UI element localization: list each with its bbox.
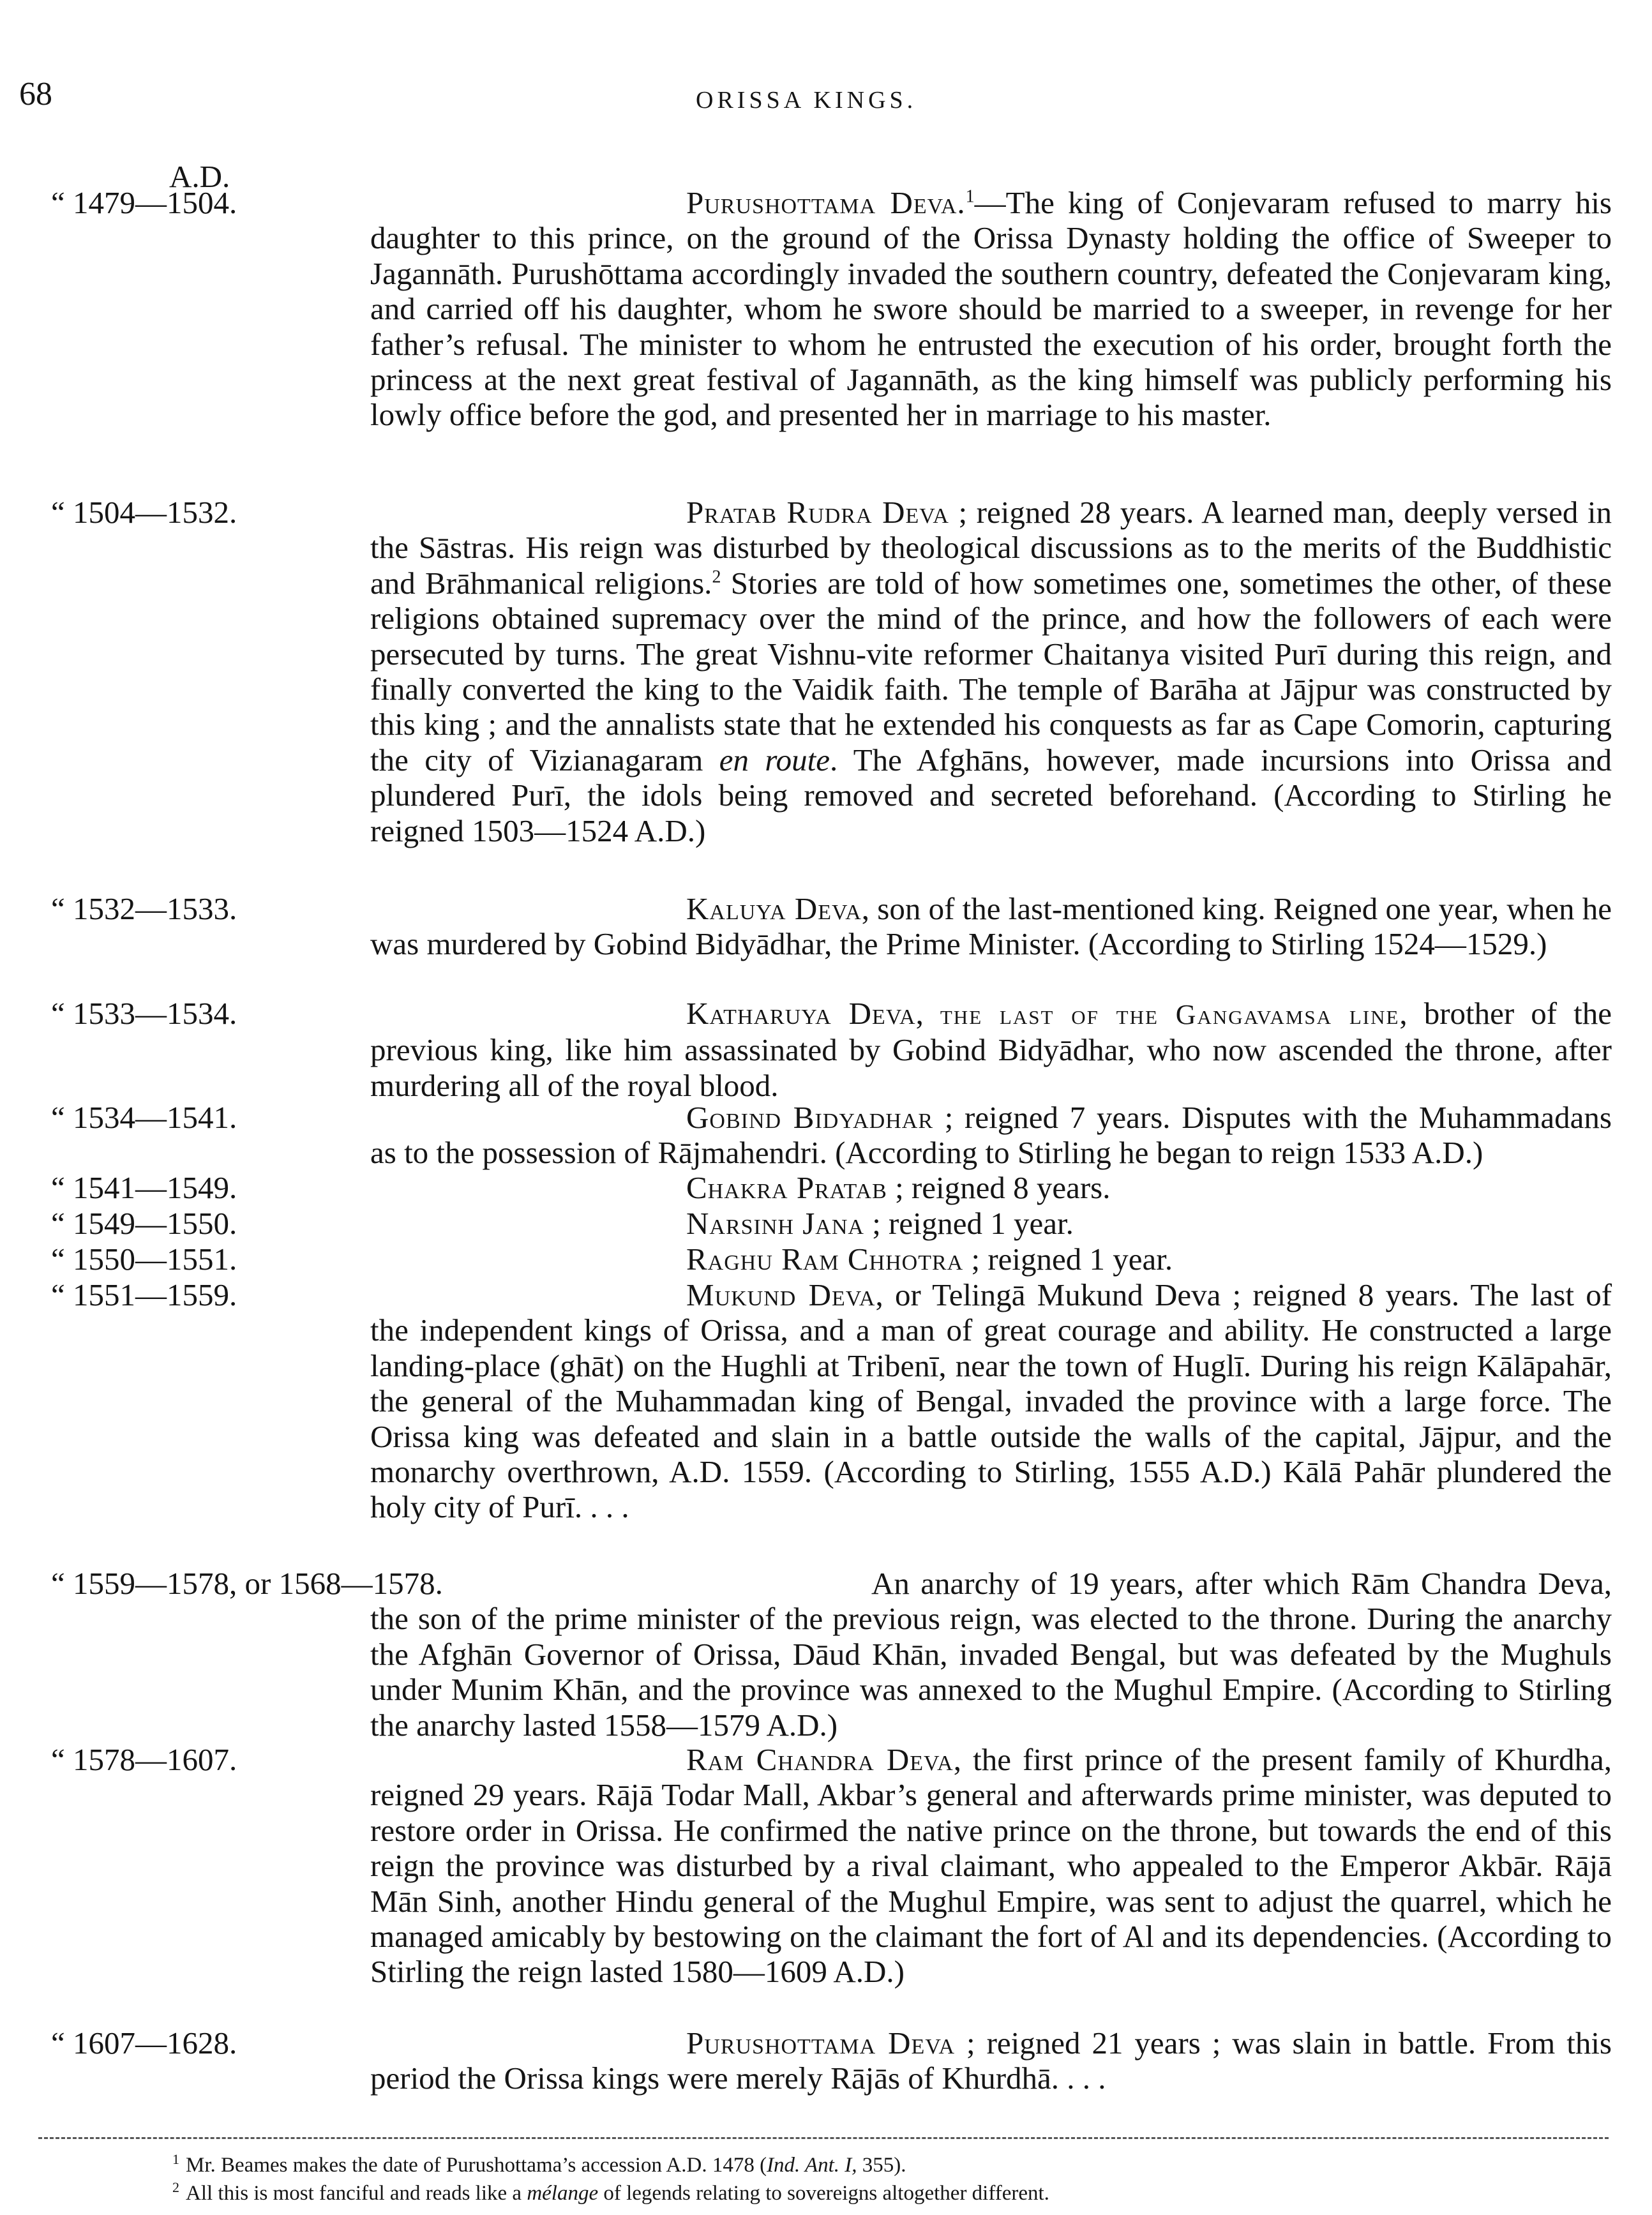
- chronology-entry: [51, 1566, 1612, 1743]
- entry-text: . The Afghāns, however, made incursions into Orissa and plundered Purī, the idols being removed and secreted beforehand. (According to Stirling he reigned 1503—1524 A.D.): [370, 742, 1612, 848]
- footnote-text: of legends relating to sovereigns altogether different.: [598, 2182, 1049, 2205]
- king-name: Gobind Bidyadhar: [686, 1100, 933, 1135]
- king-name: Kaluya Deva: [686, 891, 862, 926]
- footnote-text: 355).: [857, 2154, 906, 2177]
- entry-text: Stories are told of how sometimes one, sometimes the other, of these religions obtained supremacy over the mind of the prince, and how the followers of each were persecuted by turns. The great Vishnu-vite reformer Chaitanya visited Purī during this reign, and finally converted the king to the Vaidik faith. The temple of Barāha at Jājpur was constructed by this king ; and the annalists state that he extended his conquests as far as Cape Comorin, capturing the city of Vizianagaram: [370, 565, 1612, 777]
- entry-text: ; reigned 28 years. A learned man, deeply versed in the Sāstras. His reign was disturbed by theological discussions as to the merits of the Buddhistic and Brāhmanical religions.: [370, 495, 1612, 601]
- entry-date: “ 1559—1578, or 1568—1578.: [51, 1566, 443, 1601]
- chronology-entry: [51, 1242, 1612, 1277]
- footnote-mark: 2: [172, 2179, 179, 2195]
- chronology-entry: [51, 1742, 1612, 1990]
- page-number: 68: [19, 76, 52, 112]
- footnote-text: Mr. Beames makes the date of Purushottama’s accession A.D. 1478 (: [186, 2154, 767, 2177]
- king-name: Pratab Rudra Deva: [686, 495, 949, 530]
- entry-text: , brother of the previous king, like him assassinated by Gobind Bidyādhar, who now ascended the throne, after murdering all of the royal blood.: [370, 996, 1612, 1103]
- entry-text: ; reigned 21 years ; was slain in battle. From this period the Orissa kings were merely Rājās of Khurdhā. . . .: [370, 2025, 1612, 2096]
- king-name: Katharuya Deva: [686, 996, 916, 1031]
- chronology-entry: [51, 1170, 1612, 1205]
- entry-text: , the first prince of the present family of Khurdha, reigned 29 years. Rājā Todar Mall, Akbar’s general and afterwards prime minister, was deputed to restore order in Orissa. He confirmed the native prince on the throne, but towards the end of this reign the province was disturbed by a rival claimant, who appealed to the Emperor Akbār. Rājā Mān Sinh, another Hindu general of the Mughul Empire, was sent to adjust the quarrel, which he managed amicably by bestowing on the claimant the fort of Al and its dependencies. (According to Stirling the reign lasted 1580—1609 A.D.): [370, 1742, 1612, 1990]
- entry-date: “ 1541—1549.: [51, 1170, 237, 1205]
- entry-text: ; reigned 1 year.: [864, 1206, 1074, 1241]
- footnote-italic-text: Ind. Ant. I,: [767, 2154, 857, 2177]
- entry-text: , son of the last-mentioned king. Reigned one year, when he was murdered by Gobind Bidyādhar, the Prime Minister. (According to Stirling 1524—1529.): [370, 891, 1612, 962]
- footnote-mark: 1: [172, 2151, 179, 2167]
- entry-text: ; reigned 8 years.: [887, 1170, 1111, 1205]
- entry-date: “ 1532—1533.: [51, 891, 237, 926]
- king-name: Purushottama Deva: [686, 2025, 956, 2061]
- king-name: Purushottama Deva.: [686, 185, 966, 220]
- footnote-text: All this is most fanciful and reads like a: [186, 2182, 527, 2205]
- chronology-entry: [51, 1100, 1612, 1171]
- era-label: A.D.: [169, 159, 230, 194]
- king-name: Narsinh Jana: [686, 1206, 864, 1241]
- footnote-ref[interactable]: 1: [965, 186, 975, 207]
- footnote-italic-text: mélange: [527, 2182, 599, 2205]
- footnote-divider: [38, 2137, 1609, 2139]
- entry-text: , or Telingā Mukund Deva ; reigned 8 years. The last of the independent kings of Orissa, and a man of great courage and ability. He constructed a large landing-place (ghāt) on the Hughli at Tribenī, near the town of Huglī. During his reign Kālāpahār, the general of the Muhammadan king of Bengal, invaded the province with a large force. The Orissa king was defeated and slain in a battle outside the walls of the capital, Jājpur, and the monarchy overthrown, A.D. 1559. (According to Stirling, 1555 A.D.) Kālā Pahār plundered the holy city of Purī. . . .: [370, 1277, 1612, 1525]
- chronology-entry: [51, 891, 1612, 962]
- entry-italic-text: en route: [719, 742, 830, 777]
- chronology-entry: [51, 2025, 1612, 2096]
- king-name: Raghu Ram Chhotra: [686, 1242, 964, 1277]
- entry-text: ; reigned 7 years. Disputes with the Muhammadans as to the possession of Rājmahendri. (According to Stirling he began to reign 1533 A.D.): [370, 1100, 1612, 1171]
- entry-text: An anarchy of 19 years, after which Rām Chandra Deva, the son of the prime minister of the previous reign, was elected to the throne. During the anarchy the Afghān Governor of Orissa, Dāud Khān, invaded Bengal, but was defeated by the Mughuls under Munim Khān, and the province was annexed to the Mughul Empire. (According to Stirling the anarchy lasted 1558—1579 A.D.): [370, 1566, 1612, 1743]
- footnote: [172, 2151, 1609, 2179]
- king-name: Chakra Pratab: [686, 1170, 887, 1205]
- chronology-entry: [51, 495, 1612, 848]
- entry-text: —The king of Conjevaram refused to marry his daughter to this prince, on the ground of the Orissa Dynasty holding the office of Sweeper to Jagannāth. Purushōttama accordingly invaded the southern country, defeated the Conjevaram king, and carried off his daughter, whom he swore should be married to a sweeper, in revenge for her father’s refusal. The minister to whom he entrusted the execution of his order, brought forth the princess at the next great festival of Jagannāth, as the king himself was publicly performing his lowly office before the god, and presented her in marriage to his master.: [370, 185, 1612, 433]
- entry-text: ; reigned 1 year.: [963, 1242, 1173, 1277]
- entry-date: “ 1533—1534.: [51, 996, 237, 1031]
- entry-date: “ 1551—1559.: [51, 1277, 237, 1312]
- entry-date: “ 1550—1551.: [51, 1242, 237, 1277]
- entry-date: “ 1534—1541.: [51, 1100, 237, 1135]
- footnote: [172, 2179, 1609, 2207]
- entry-date: “ 1607—1628.: [51, 2025, 237, 2061]
- entry-date: “ 1479—1504.: [51, 185, 237, 220]
- king-name: Mukund Deva: [686, 1277, 876, 1312]
- chronology-entry: [51, 185, 1612, 433]
- entry-date: “ 1504—1532.: [51, 495, 237, 530]
- running-title: ORISSA KINGS.: [696, 87, 917, 114]
- entry-date: “ 1578—1607.: [51, 1742, 237, 1777]
- dynasty-note: the last of the Gangavamsa line: [940, 999, 1400, 1030]
- footnotes: [172, 2151, 1609, 2207]
- entry-date: “ 1549—1550.: [51, 1206, 237, 1241]
- footnote-ref[interactable]: 2: [712, 567, 721, 587]
- chronology-entry: [51, 1206, 1612, 1241]
- chronology-entry: “ 1533—1534. Katharuya Deva, the last of the Gangavamsa line, brother of the previous king, like him assassinated by Gobind Bidyādhar, who now ascended the throne, after murdering all of the royal blood.: [51, 996, 1612, 1103]
- chronology-entry: [51, 1277, 1612, 1525]
- king-name: Ram Chandra Deva: [686, 1742, 954, 1777]
